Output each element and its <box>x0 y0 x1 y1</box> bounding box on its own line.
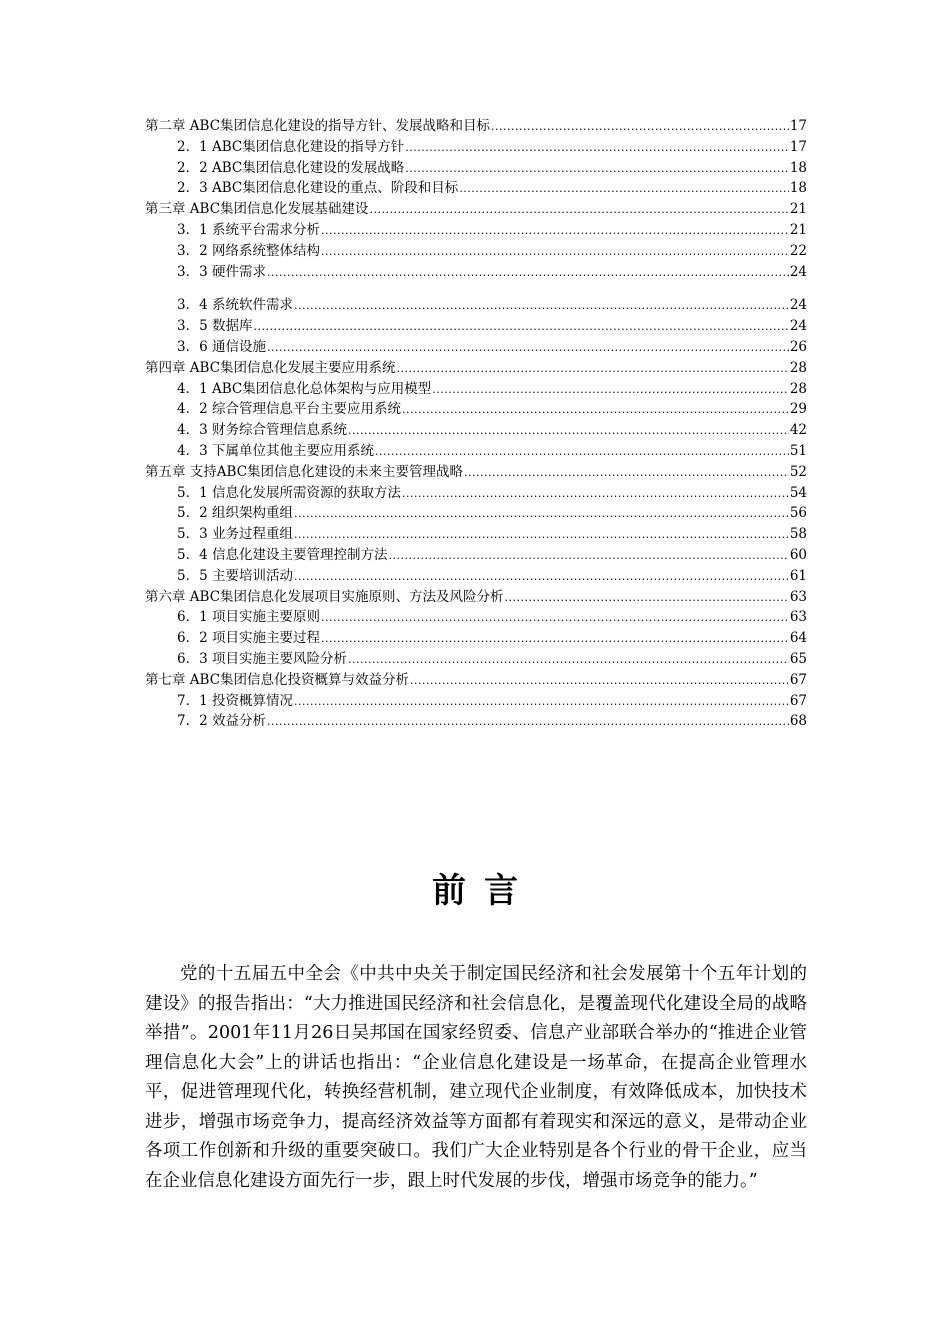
toc-entry[interactable] <box>145 628 807 649</box>
toc-entry[interactable] <box>145 503 807 524</box>
toc-entry[interactable] <box>145 262 807 283</box>
toc-entry-page: 42 <box>789 422 807 439</box>
toc-entry[interactable] <box>145 137 807 158</box>
toc-entry-title: 3．3 硬件需求 <box>177 263 266 280</box>
toc-entry-page: 63 <box>789 588 807 605</box>
toc-entry-title: 3．4 系统软件需求 <box>177 297 293 314</box>
toc-entry-page: 24 <box>789 263 807 280</box>
toc-dot-leader <box>405 159 789 179</box>
toc-entry-page: 24 <box>789 297 807 314</box>
toc-entry[interactable] <box>145 441 807 462</box>
toc-entry[interactable] <box>145 178 807 199</box>
toc-entry-title: 第七章 ABC集团信息化投资概算与效益分析 <box>145 671 410 688</box>
toc-entry[interactable] <box>145 116 807 137</box>
toc-entry[interactable] <box>145 295 807 316</box>
toc-entry-title: 2．3 ABC集团信息化建设的重点、阶段和目标 <box>177 180 459 197</box>
toc-entry-title: 第六章 ABC集团信息化发展项目实施原则、方法及风险分析 <box>145 588 504 605</box>
toc-dot-leader <box>375 442 789 462</box>
toc-entry[interactable] <box>145 711 807 732</box>
toc-entry-title: 5．4 信息化建设主要管理控制方法 <box>177 546 388 563</box>
toc-entry-page: 67 <box>789 692 807 709</box>
toc-entry-page: 24 <box>789 318 807 335</box>
toc-dot-leader <box>294 504 789 524</box>
toc-dot-leader <box>294 692 789 712</box>
toc-entry-page: 63 <box>789 609 807 626</box>
toc-dot-leader <box>267 338 789 358</box>
toc-entry-title: 2．1 ABC集团信息化建设的指导方针 <box>177 138 405 155</box>
toc-dot-leader <box>505 588 789 608</box>
toc-entry[interactable] <box>145 241 807 262</box>
toc-entry[interactable] <box>145 199 807 220</box>
toc-entry-title: 4．2 综合管理信息平台主要应用系统 <box>177 401 401 418</box>
toc-entry[interactable] <box>145 587 807 608</box>
toc-dot-leader <box>348 421 789 441</box>
toc-dot-leader <box>267 712 789 732</box>
toc-dot-leader <box>405 138 789 158</box>
toc-dot-leader <box>491 117 789 137</box>
toc-dot-leader <box>459 179 789 199</box>
table-of-contents <box>145 116 807 732</box>
toc-dot-leader <box>348 650 789 670</box>
toc-entry-title: 2．2 ABC集团信息化建设的发展战略 <box>177 159 405 176</box>
toc-dot-leader <box>388 546 788 566</box>
toc-entry-title: 3．5 数据库 <box>177 318 253 335</box>
toc-entry-title: 6．3 项目实施主要风险分析 <box>177 650 347 667</box>
toc-dot-leader <box>294 525 789 545</box>
toc-entry-page: 17 <box>789 138 807 155</box>
toc-entry-page: 28 <box>789 359 807 376</box>
toc-entry[interactable] <box>145 379 807 400</box>
toc-dot-leader <box>321 629 789 649</box>
toc-entry[interactable] <box>145 649 807 670</box>
toc-entry[interactable] <box>145 158 807 179</box>
toc-entry-page: 22 <box>789 242 807 259</box>
toc-entry-page: 65 <box>789 650 807 667</box>
toc-entry-page: 64 <box>789 630 807 647</box>
toc-entry[interactable] <box>145 420 807 441</box>
toc-entry[interactable] <box>145 358 807 379</box>
toc-dot-leader <box>370 200 789 220</box>
toc-entry-title: 4．3 下属单位其他主要应用系统 <box>177 442 374 459</box>
toc-entry[interactable] <box>145 337 807 358</box>
toc-dot-leader <box>410 671 789 691</box>
toc-entry-page: 67 <box>789 671 807 688</box>
toc-entry-title: 第三章 ABC集团信息化发展基础建设 <box>145 201 369 218</box>
toc-entry-page: 18 <box>789 159 807 176</box>
toc-entry-title: 3．1 系统平台需求分析 <box>177 221 320 238</box>
toc-dot-leader <box>402 484 789 504</box>
toc-entry-page: 51 <box>789 442 807 459</box>
toc-entry-page: 29 <box>789 401 807 418</box>
toc-dot-leader <box>294 296 789 316</box>
toc-entry-page: 52 <box>789 463 807 480</box>
toc-dot-leader <box>464 463 789 483</box>
toc-entry[interactable] <box>145 316 807 337</box>
toc-entry-title: 5．1 信息化发展所需资源的获取方法 <box>177 484 401 501</box>
toc-dot-leader <box>267 263 789 283</box>
toc-dot-leader <box>253 317 788 337</box>
toc-entry-page: 60 <box>789 546 807 563</box>
toc-entry-title: 5．3 业务过程重组 <box>177 526 293 543</box>
toc-entry-title: 6．2 项目实施主要过程 <box>177 630 320 647</box>
toc-entry-title: 5．5 主要培训活动 <box>177 567 293 584</box>
toc-entry-page: 54 <box>789 484 807 501</box>
toc-entry[interactable] <box>145 607 807 628</box>
toc-entry[interactable] <box>145 462 807 483</box>
toc-entry-title: 5．2 组织架构重组 <box>177 505 293 522</box>
toc-entry[interactable] <box>145 566 807 587</box>
toc-entry-page: 61 <box>789 567 807 584</box>
toc-entry-title: 3．2 网络系统整体结构 <box>177 242 320 259</box>
toc-entry-title: 第四章 ABC集团信息化发展主要应用系统 <box>145 359 396 376</box>
toc-entry-title: 6．1 项目实施主要原则 <box>177 609 320 626</box>
toc-entry-title: 7．2 效益分析 <box>177 713 266 730</box>
toc-dot-leader <box>321 221 789 241</box>
toc-entry[interactable] <box>145 220 807 241</box>
toc-entry-title: 第二章 ABC集团信息化建设的指导方针、发展战略和目标 <box>145 118 491 134</box>
toc-entry-title: 4．3 财务综合管理信息系统 <box>177 422 347 439</box>
toc-dot-leader <box>397 359 789 379</box>
preface-paragraph: 党的十五届五中全会《中共中央关于制定国民经济和社会发展第十个五年计划的建设》的报告指出：“大力推进国民经济和社会信息化，是覆盖现代化建设全局的战略举措”。2001年11月26日吴邦国在国家经贸委、信息产业部联合举办的“推进企业管理信息化大会”上的讲话也指出：“企业信息化建设是一场革命，在提高企业管理水平，促进管理现代化，转换经营机制，建立现代企业制度，有效降低成本，加快技术进步，增强市场竞争力，提高经济效益等方面都有着现实和深远的意义，是带动企业各项工作创新和升级的重要突破口。我们广大企业特别是各个行业的骨干企业，应当在企业信息化建设方面先行一步，跟上时代发展的步伐，增强市场竞争的能力。” <box>145 964 807 1191</box>
toc-entry[interactable] <box>145 545 807 566</box>
toc-dot-leader <box>402 400 789 420</box>
toc-entry-page: 58 <box>789 526 807 543</box>
toc-dot-leader <box>321 242 789 262</box>
toc-entry-page: 18 <box>789 180 807 197</box>
toc-dot-leader <box>321 608 789 628</box>
toc-entry-page: 28 <box>789 380 807 397</box>
toc-entry-page: 26 <box>789 338 807 355</box>
toc-entry-title: 4．1 ABC集团信息化总体架构与应用模型 <box>177 380 432 397</box>
toc-entry[interactable] <box>145 524 807 545</box>
toc-entry-page: 21 <box>789 201 807 218</box>
toc-entry[interactable] <box>145 691 807 712</box>
toc-dot-leader <box>432 380 789 400</box>
toc-entry-page: 56 <box>789 505 807 522</box>
toc-entry-title: 3．6 通信设施 <box>177 338 266 355</box>
toc-entry-title: 第五章 支持ABC集团信息化建设的未来主要管理战略 <box>145 463 464 480</box>
toc-dot-leader <box>294 567 789 587</box>
preface-title: 前言 <box>432 870 536 911</box>
toc-entry[interactable] <box>145 483 807 504</box>
toc-entry[interactable] <box>145 670 807 691</box>
toc-entry[interactable] <box>145 399 807 420</box>
toc-entry-page: 68 <box>789 713 807 730</box>
toc-entry-page: 21 <box>789 221 807 238</box>
toc-entry-page: 17 <box>789 118 807 134</box>
toc-entry-title: 7．1 投资概算情况 <box>177 692 293 709</box>
